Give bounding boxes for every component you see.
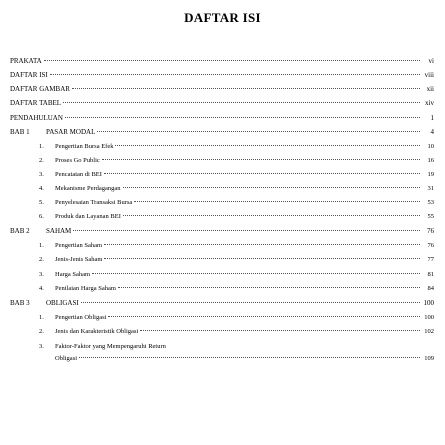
entry-page: 16 — [427, 157, 434, 164]
toc-subentry — [39, 269, 434, 280]
entry-page: 76 — [427, 242, 434, 249]
toc-subentry — [39, 341, 434, 352]
dot-leader — [123, 215, 420, 216]
entry-page: 81 — [427, 271, 434, 278]
entry-label: DAFTAR TABEL — [10, 99, 62, 107]
subentry-label: Penyelesaian Transaksi Bursa — [55, 199, 133, 206]
subentry-label: Harga Saham — [55, 271, 91, 278]
chapter-number: BAB 1 — [10, 128, 30, 136]
chapter-heading — [10, 226, 434, 237]
entry-page: 31 — [427, 185, 434, 192]
chapter-number: BAB 2 — [10, 227, 30, 235]
subentry-label: Mekanisme Perdagangan — [55, 185, 121, 192]
dot-leader — [44, 60, 420, 61]
entry-page: 10 — [427, 143, 434, 150]
entry-label: DAFTAR ISI — [10, 71, 48, 79]
subentry-number: 2. — [39, 256, 44, 263]
toc-entry — [10, 56, 434, 67]
entry-page: 84 — [427, 285, 434, 292]
entry-page: 4 — [430, 128, 434, 136]
toc-subentry — [39, 254, 434, 265]
subentry-label: Pengertian Obligasi — [55, 314, 107, 321]
subentry-label: Jenis dan Karakteristik Obligasi — [55, 328, 139, 335]
subentry-number: 1. — [39, 143, 44, 150]
subentry-number: 3. — [39, 343, 44, 350]
dot-leader — [65, 117, 420, 118]
subentry-number: 2. — [39, 157, 44, 164]
entry-page: xii — [426, 85, 434, 93]
subentry-label-continued: Obligasi — [55, 355, 78, 362]
dot-leader — [92, 273, 420, 274]
subentry-label: Penilaian Harga Saham — [55, 285, 116, 292]
entry-page: 53 — [427, 199, 434, 206]
subentry-label: Faktor-Faktor yang Mempengaruhi Return — [55, 343, 166, 350]
subentry-number: 4. — [39, 185, 44, 192]
subentry-label: Pengertian Bursa Efek — [55, 143, 114, 150]
subentry-label: Produk dan Layanan BEI — [55, 213, 121, 220]
dot-leader — [73, 230, 420, 231]
dot-leader — [79, 357, 420, 358]
toc-subentry — [39, 141, 434, 152]
toc-subentry — [39, 169, 434, 180]
toc-entry — [10, 84, 434, 95]
subentry-number: 2. — [39, 328, 44, 335]
entry-page: 1 — [430, 114, 434, 122]
toc-subentry — [39, 155, 434, 166]
dot-leader — [50, 74, 420, 75]
chapter-heading — [10, 127, 434, 138]
dot-leader — [134, 201, 420, 202]
subentry-number: 4. — [39, 285, 44, 292]
entry-page: 109 — [424, 355, 434, 362]
chapter-title: SAHAM — [46, 227, 72, 235]
toc-subentry — [39, 240, 434, 251]
subentry-label: Pengertian Saham — [55, 242, 103, 249]
entry-label: PRAKATA — [10, 57, 42, 65]
subentry-number: 3. — [39, 171, 44, 178]
dot-leader — [104, 244, 420, 245]
subentry-number: 1. — [39, 314, 44, 321]
toc-subentry — [39, 283, 434, 294]
entry-page: 19 — [427, 171, 434, 178]
toc-subentry-continued — [55, 353, 434, 364]
subentry-number: 5. — [39, 199, 44, 206]
dot-leader — [108, 316, 420, 317]
chapter-title: PASAR MODAL — [46, 128, 96, 136]
dot-leader — [102, 159, 420, 160]
toc-subentry — [39, 326, 434, 337]
dot-leader — [123, 187, 420, 188]
toc-subentry — [39, 183, 434, 194]
entry-label: PENDAHULUAN — [10, 114, 63, 122]
toc-subentry — [39, 312, 434, 323]
subentry-number: 3. — [39, 271, 44, 278]
dot-leader — [72, 88, 420, 89]
subentry-number: 1. — [39, 242, 44, 249]
entry-label: DAFTAR GAMBAR — [10, 85, 70, 93]
toc-subentry — [39, 211, 434, 222]
entry-page: 100 — [423, 299, 434, 307]
dot-leader — [63, 102, 420, 103]
toc-subentry — [39, 197, 434, 208]
chapter-number: BAB 3 — [10, 299, 30, 307]
dot-leader — [104, 173, 420, 174]
subentry-number: 6. — [39, 213, 44, 220]
entry-page: 77 — [427, 256, 434, 263]
entry-page: 55 — [427, 213, 434, 220]
chapter-title: OBLIGASI — [46, 299, 79, 307]
entry-page: xiv — [425, 99, 434, 107]
dot-leader — [140, 330, 420, 331]
entry-page: 76 — [427, 227, 434, 235]
toc-entry — [10, 98, 434, 109]
dot-leader — [81, 302, 420, 303]
dot-leader — [104, 258, 420, 259]
subentry-label: Jenis-Jenis Saham — [55, 256, 103, 263]
entry-page: vi — [428, 57, 434, 65]
entry-page: 100 — [424, 314, 434, 321]
page-title: DAFTAR ISI — [184, 10, 261, 25]
toc-entry — [10, 113, 434, 124]
entry-page: 102 — [424, 328, 434, 335]
subentry-label: Pencatatan di BEI — [55, 171, 102, 178]
dot-leader — [115, 145, 420, 146]
chapter-heading — [10, 298, 434, 309]
dot-leader — [97, 131, 420, 132]
entry-page: viii — [424, 71, 434, 79]
subentry-label: Proses Go Public — [55, 157, 100, 164]
toc-entry — [10, 70, 434, 81]
dot-leader — [118, 287, 420, 288]
